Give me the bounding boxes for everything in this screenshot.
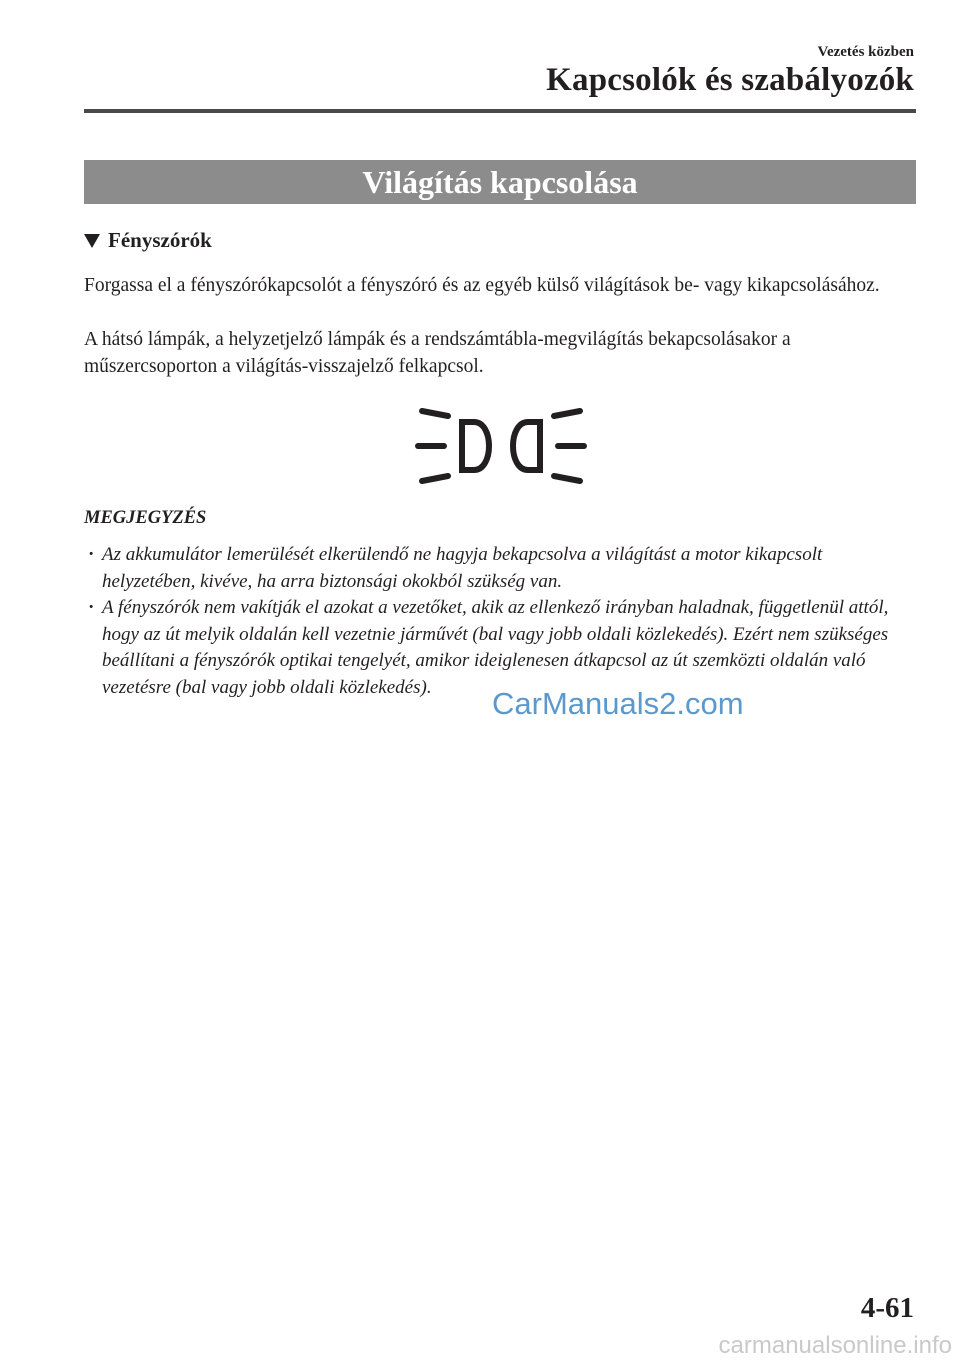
body-paragraph-1: Forgassa el a fényszórókapcsolót a fényszóró és az egyéb külső világítások be- vagy kikapcsolásához. (84, 275, 880, 296)
note-item: · A fényszórók nem vakítják el azokat a vezetőket, akik az ellenkező irányban haladnak, függetlenül attól, hogy az út melyik oldalán kell vezetnie járművét (bal vagy jobb oldali közlekedés). Ezért nem szükséges beállítani a fényszórók optikai tengelyét, amikor ideiglenesen átkapcsol az út szemközti oldalán való vezetésre (bal vagy jobb oldali közlekedés). (84, 595, 904, 701)
chapter-label: Vezetés közben (817, 44, 914, 60)
section-title-band (84, 160, 916, 204)
note-list (84, 542, 904, 701)
watermark-logo: CarManuals2.com (492, 686, 744, 721)
section-title: Világítás kapcsolása (362, 163, 638, 200)
header-divider (84, 109, 916, 113)
body-paragraph-2: A hátsó lámpák, a helyzetjelző lámpák és a rendszámtábla-megvilágítás bekapcsolásakor a műszercsoporton a világítás-visszajelző felkapcsol. (84, 329, 791, 377)
subsection-heading (84, 228, 212, 253)
note-item: · Az akkumulátor lemerülését elkerülendő ne hagyja bekapcsolva a világítást a motor kikapcsolt helyzetében, kivéve, ha arra biztonsági okokból szükség van. (84, 542, 904, 595)
page-number: 4-61 (860, 1292, 914, 1324)
triangle-bullet-icon (84, 234, 100, 248)
page-header-title: Kapcsolók és szabályozók (546, 62, 914, 98)
subsection-title: Fényszórók (108, 228, 212, 252)
site-watermark: carmanualsonline.info (718, 1332, 952, 1359)
parking-lights-indicator-icon (414, 406, 588, 486)
note-title: MEGJEGYZÉS (84, 508, 207, 528)
